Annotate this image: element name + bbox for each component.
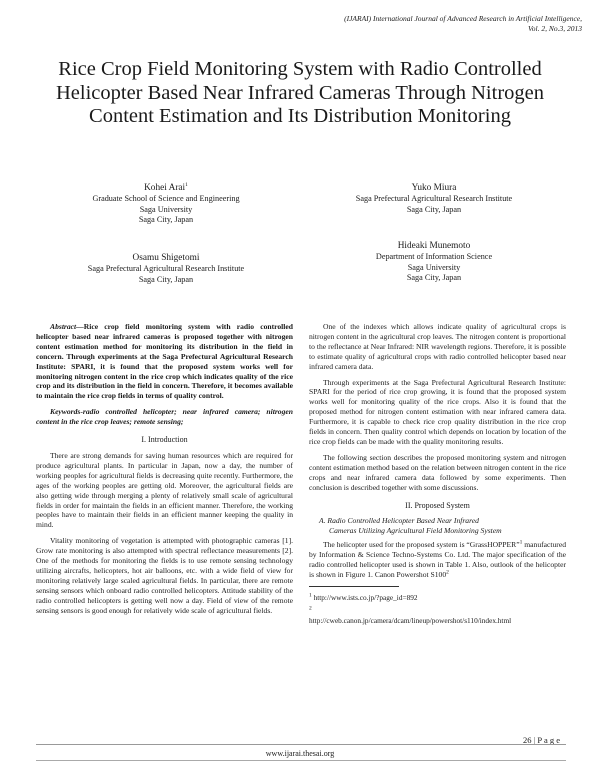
footnote-mark: 1	[309, 592, 312, 599]
author-affiliation: Saga Prefectural Agricultural Research Institute	[87, 264, 245, 273]
footnote-mark: 2	[309, 605, 312, 612]
author-name: Osamu Shigetomi	[132, 253, 200, 263]
author-location: Saga City, Japan	[138, 274, 194, 284]
journal-header	[162, 14, 582, 34]
author-superscript: 1	[185, 181, 188, 188]
author-block-3	[36, 252, 296, 285]
abstract	[36, 322, 293, 401]
paragraph: Vitality monitoring of vegetation is attempted with photographic cameras [1]. Grow rate monitoring is also attempted with spectral reflectance measurements [2]. One of the methods for monitoring the fields is to use remote sensing technology utilizing aircrafts, helicopters, hot air balloons, etc. with a wide field of view for monitoring relatively large scaled agricultural fields. In particular, there are remote sensing sensors which onboard radio controlled helicopters. Attitude stability of the radio controlled helicopters is getting well now a day. Field of view of the remote sensing sensors is good enough for relatively wide scale of agricultural fields.	[36, 536, 293, 615]
paper-title: Rice Crop Field Monitoring System with Radio Controlled Helicopter Based Near Infrared Cameras Through Nitrogen Content Estimation and Its Distribution Monitoring	[55, 58, 545, 127]
page-number-separator: |	[531, 735, 538, 745]
paragraph: One of the indexes which allows indicate quality of agricultural crops is nitrogen content in the agricultural crop leaves. The nitrogen content is proportional to the reflectance at Near Infrared: NIR wavelength regions. Therefore, it is possible to estimate quality of agricultural crops with radio controlled helicopter based near infrared camera data.	[309, 322, 566, 371]
author-name: Kohei Arai	[144, 183, 186, 193]
journal-line-2: Vol. 2, No.3, 2013	[528, 24, 582, 33]
author-affiliation: Department of Information Science	[375, 252, 493, 261]
section-heading-introduction: I. Introduction	[141, 435, 188, 445]
author-location: Saga City, Japan	[406, 273, 462, 282]
footnote	[309, 593, 566, 603]
abstract-label: Abstract—	[50, 322, 84, 331]
author-block-4	[304, 240, 564, 284]
footer-divider	[36, 744, 566, 745]
author-block-2	[304, 182, 564, 215]
paragraph: There are strong demands for saving human resources which are required for produce agricultural plants. In particular in Japan, now a day, the number of working peoples for agricultural fields is decreasing quite recently. Furthermore, the ages of the working peoples are getting old. Moreover, the agricultural fields are also getting wide through merging a plenty of relatively small scale of agricultural fields in order for maintain the fields in an efficient manner. Therefore, the working peoples have to maintain their fields in an efficient manner keeping the quality in mind.	[36, 450, 293, 530]
paragraph	[309, 540, 566, 580]
author-affiliation: Saga University	[139, 204, 193, 214]
abstract-text: Rice crop field monitoring system with radio controlled helicopter based near infrared cameras is proposed together with nitrogen content estimation method for monitoring its distribution in the field in concern. Through experiments at the Saga Prefectural Agricultural Research Institute: SPARI, it is found that the proposed system works well for monitoring nitrogen content in the rice crop which indicates quality of the rice crop and its distribution in the field in concern. Therefore, it becomes available to maintain the rice crop fields in terms of quality control.	[36, 322, 293, 401]
author-location: Saga City, Japan	[138, 215, 194, 224]
author-name: Yuko Miura	[411, 183, 457, 193]
page-label: P a g e	[537, 735, 560, 745]
footnotes	[309, 586, 566, 626]
author-affiliation: Saga Prefectural Agricultural Research Institute	[355, 194, 513, 203]
left-column	[36, 322, 293, 621]
keywords: Keywords-radio controlled helicopter; near infrared camera; nitrogen content in the rice crop leaves; remote sensing;	[36, 407, 293, 427]
footnote	[309, 606, 566, 625]
paragraph: The following section describes the proposed monitoring system and nitrogen content estimation method based on the relation between nitrogen content in the rice crops and near infrared camera data followed by some experiments. Then conclusion is described together with some discussions.	[309, 452, 566, 492]
section-heading-proposed-system: II. Proposed System	[405, 500, 470, 510]
subsection-heading	[309, 516, 566, 536]
subsection-heading-line-1: A. Radio Controlled Helicopter Based Near Infrared	[319, 516, 479, 526]
author-location: Saga City, Japan	[406, 204, 462, 214]
footnote-ref: 2	[446, 569, 449, 576]
footnote-link[interactable]: http://www.ists.co.jp/?page_id=892	[313, 592, 418, 602]
paragraph-text: The helicopter used for the proposed system is “GrassHOPPER”	[323, 540, 520, 550]
page-number-value: 26	[522, 735, 532, 745]
footnote-ref: 1	[519, 539, 523, 546]
footnote-rule	[309, 586, 399, 587]
footer-bottom-rule	[36, 760, 566, 761]
footer-url[interactable]: www.ijarai.thesai.org	[265, 749, 335, 758]
author-block-1	[36, 182, 296, 226]
subsection-heading-line-2: Cameras Utilizing Agricultural Field Monitoring System	[329, 526, 502, 536]
author-name: Hideaki Munemoto	[397, 241, 471, 251]
journal-line-1: (IJARAI) International Journal of Advanced Research in Artificial Intelligence,	[344, 14, 582, 23]
paragraph: Through experiments at the Saga Prefectural Agricultural Research Institute: SPARI for the period of rice crop growing, it is found that the proposed system works well for monitoring quality of the rice crops. Also it is found that the proposed method for nitrogen content estimation with near infrared camera data. Furthermore, it is capable to check rice crop quality distribution in the rice crop fields in concern. Then quality control which depends on location by location of the rice crop fields can be made with the quality monitoring results.	[309, 377, 566, 446]
right-column	[309, 322, 566, 629]
paragraph-text: manufactured by Information & Science Techno-Systems Co. Ltd. The major specification of the radio controlled helicopter used is shown in Table 1. Also, outlook of the helicopter is shown in Figure 1. Canon Powershot S100	[309, 540, 566, 579]
author-affiliation: Saga University	[407, 262, 461, 272]
author-affiliation: Graduate School of Science and Engineering	[92, 194, 240, 203]
footnote-link[interactable]: http://cweb.canon.jp/camera/dcam/lineup/powershot/s110/index.html	[309, 615, 512, 625]
